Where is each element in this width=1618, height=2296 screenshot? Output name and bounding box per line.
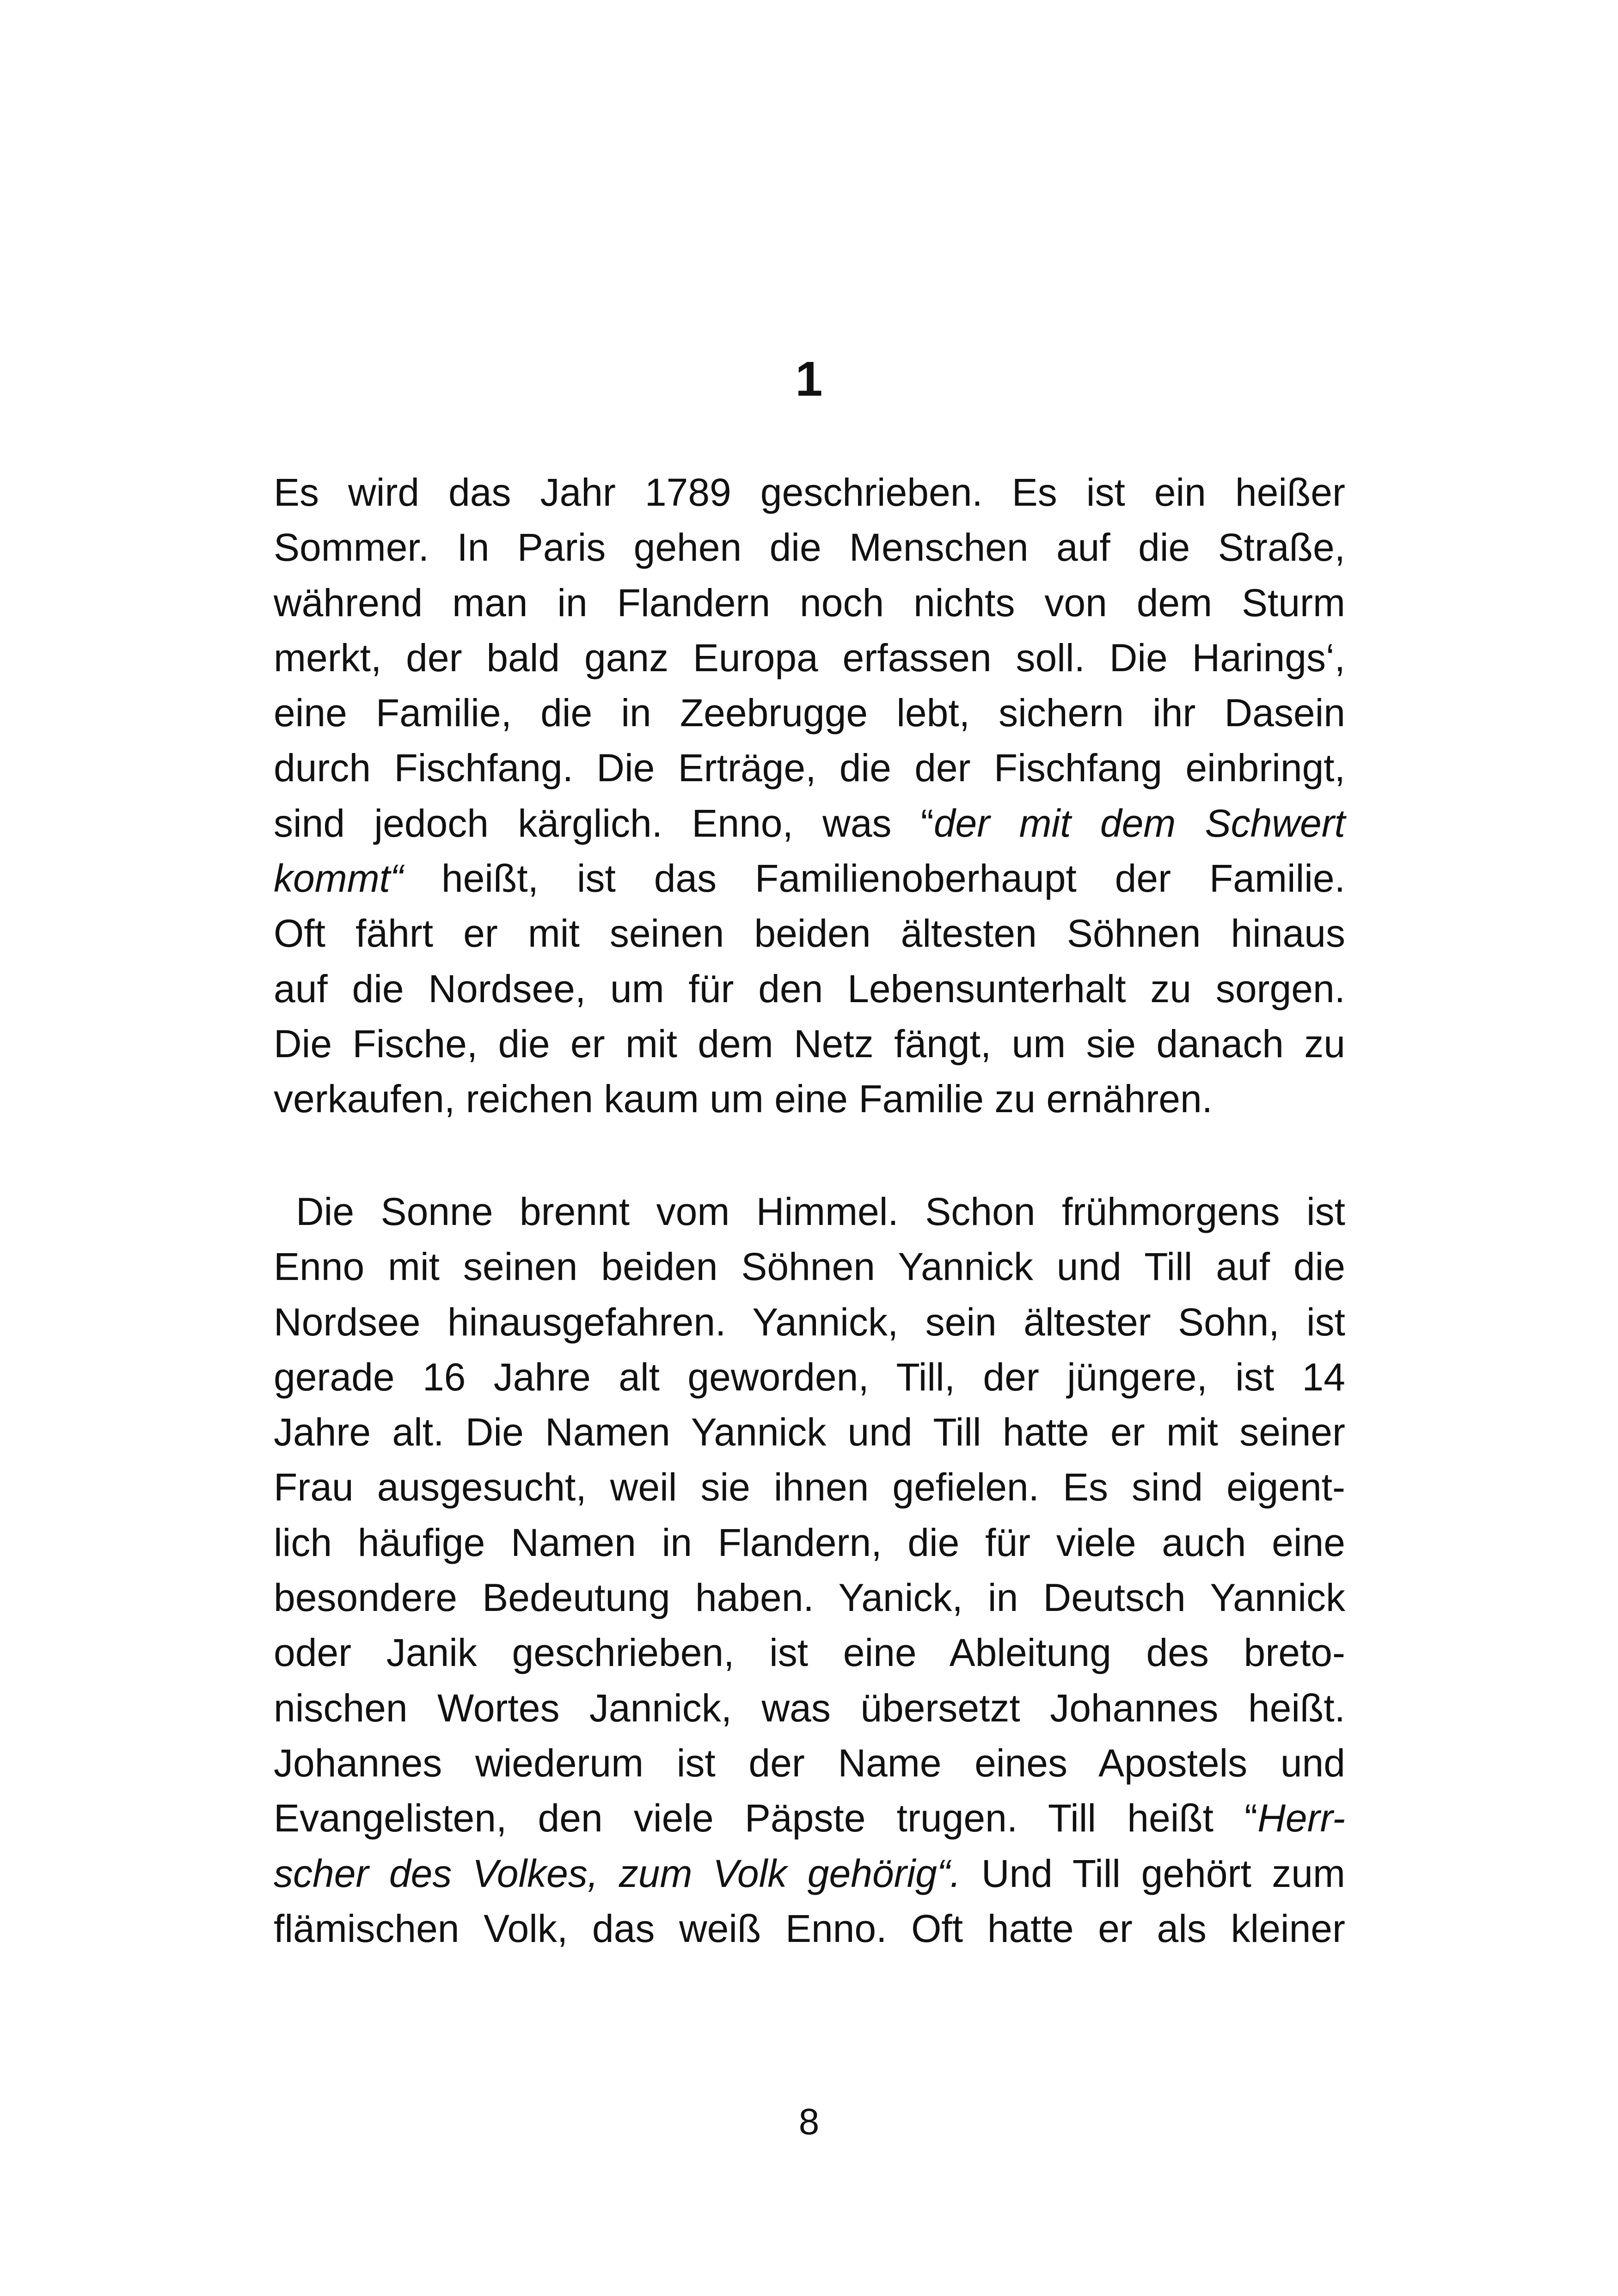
text-line: kommt“ heißt, ist das Familienoberhaupt der Familie. (274, 857, 1345, 900)
text-line: Es wird das Jahr 1789 geschrieben. Es ist ein heißer (274, 471, 1345, 514)
text-line: merkt, der bald ganz Europa erfassen soll. Die Harings‘, (274, 636, 1345, 680)
chapter-number: 1 (795, 352, 823, 406)
text-line: sind jedoch kärglich. Enno, was “der mit dem Schwert (274, 801, 1345, 845)
text-line: auf die Nordsee, um für den Lebensunterhalt zu sorgen. (274, 967, 1345, 1010)
text-line: Johannes wiederum ist der Name eines Apostels und (274, 1741, 1345, 1785)
text-line: durch Fischfang. Die Erträge, die der Fischfang einbringt, (274, 746, 1345, 790)
text-line: Jahre alt. Die Namen Yannick und Till hatte er mit seiner (274, 1410, 1345, 1454)
paragraph-1 (274, 465, 1345, 1127)
italic-quote: kommt“ (274, 857, 403, 900)
italic-quote: Herr- (1257, 1796, 1345, 1840)
text-line: nischen Wortes Jannick, was übersetzt Johannes heißt. (274, 1686, 1345, 1730)
text-line: lich häufige Namen in Flandern, die für viele auch eine (274, 1520, 1345, 1564)
italic-quote: scher des Volkes, zum Volk gehörig“. (274, 1851, 961, 1895)
paragraph-2 (274, 1184, 1345, 1956)
text-line: flämischen Volk, das weiß Enno. Oft hatte er als kleiner (274, 1906, 1345, 1950)
text-line: Oft fährt er mit seinen beiden ältesten Söhnen hinaus (274, 912, 1345, 955)
text-line: Die Fische, die er mit dem Netz fängt, um sie danach zu (274, 1022, 1345, 1065)
text-line: während man in Flandern noch nichts von dem Sturm (274, 581, 1345, 625)
text-line: scher des Volkes, zum Volk gehörig“. Und Till gehört zum (274, 1851, 1345, 1895)
text-line: Evangelisten, den viele Päpste trugen. Till heißt “Herr- (274, 1796, 1345, 1840)
italic-quote: der mit dem Schwert (933, 801, 1345, 845)
text-line: verkaufen, reichen kaum um eine Familie zu ernähren. (274, 1077, 1213, 1121)
page-number: 8 (798, 2101, 820, 2142)
text-line: oder Janik geschrieben, ist eine Ableitung des breto- (274, 1631, 1345, 1675)
text-line: Enno mit seinen beiden Söhnen Yannick und Till auf die (274, 1245, 1345, 1289)
text-line: Sommer. In Paris gehen die Menschen auf die Straße, (274, 526, 1345, 569)
text-line: besondere Bedeutung haben. Yanick, in Deutsch Yannick (274, 1576, 1345, 1620)
text-line: Die Sonne brennt vom Himmel. Schon frühmorgens ist (296, 1190, 1345, 1233)
text-line: Frau ausgesucht, weil sie ihnen gefielen. Es sind eigent- (274, 1465, 1345, 1509)
text-line: eine Familie, die in Zeebrugge lebt, sichern ihr Dasein (274, 691, 1345, 735)
text-line: gerade 16 Jahre alt geworden, Till, der jüngere, ist 14 (274, 1355, 1345, 1399)
text-line: Nordsee hinausgefahren. Yannick, sein ältester Sohn, ist (274, 1300, 1345, 1344)
